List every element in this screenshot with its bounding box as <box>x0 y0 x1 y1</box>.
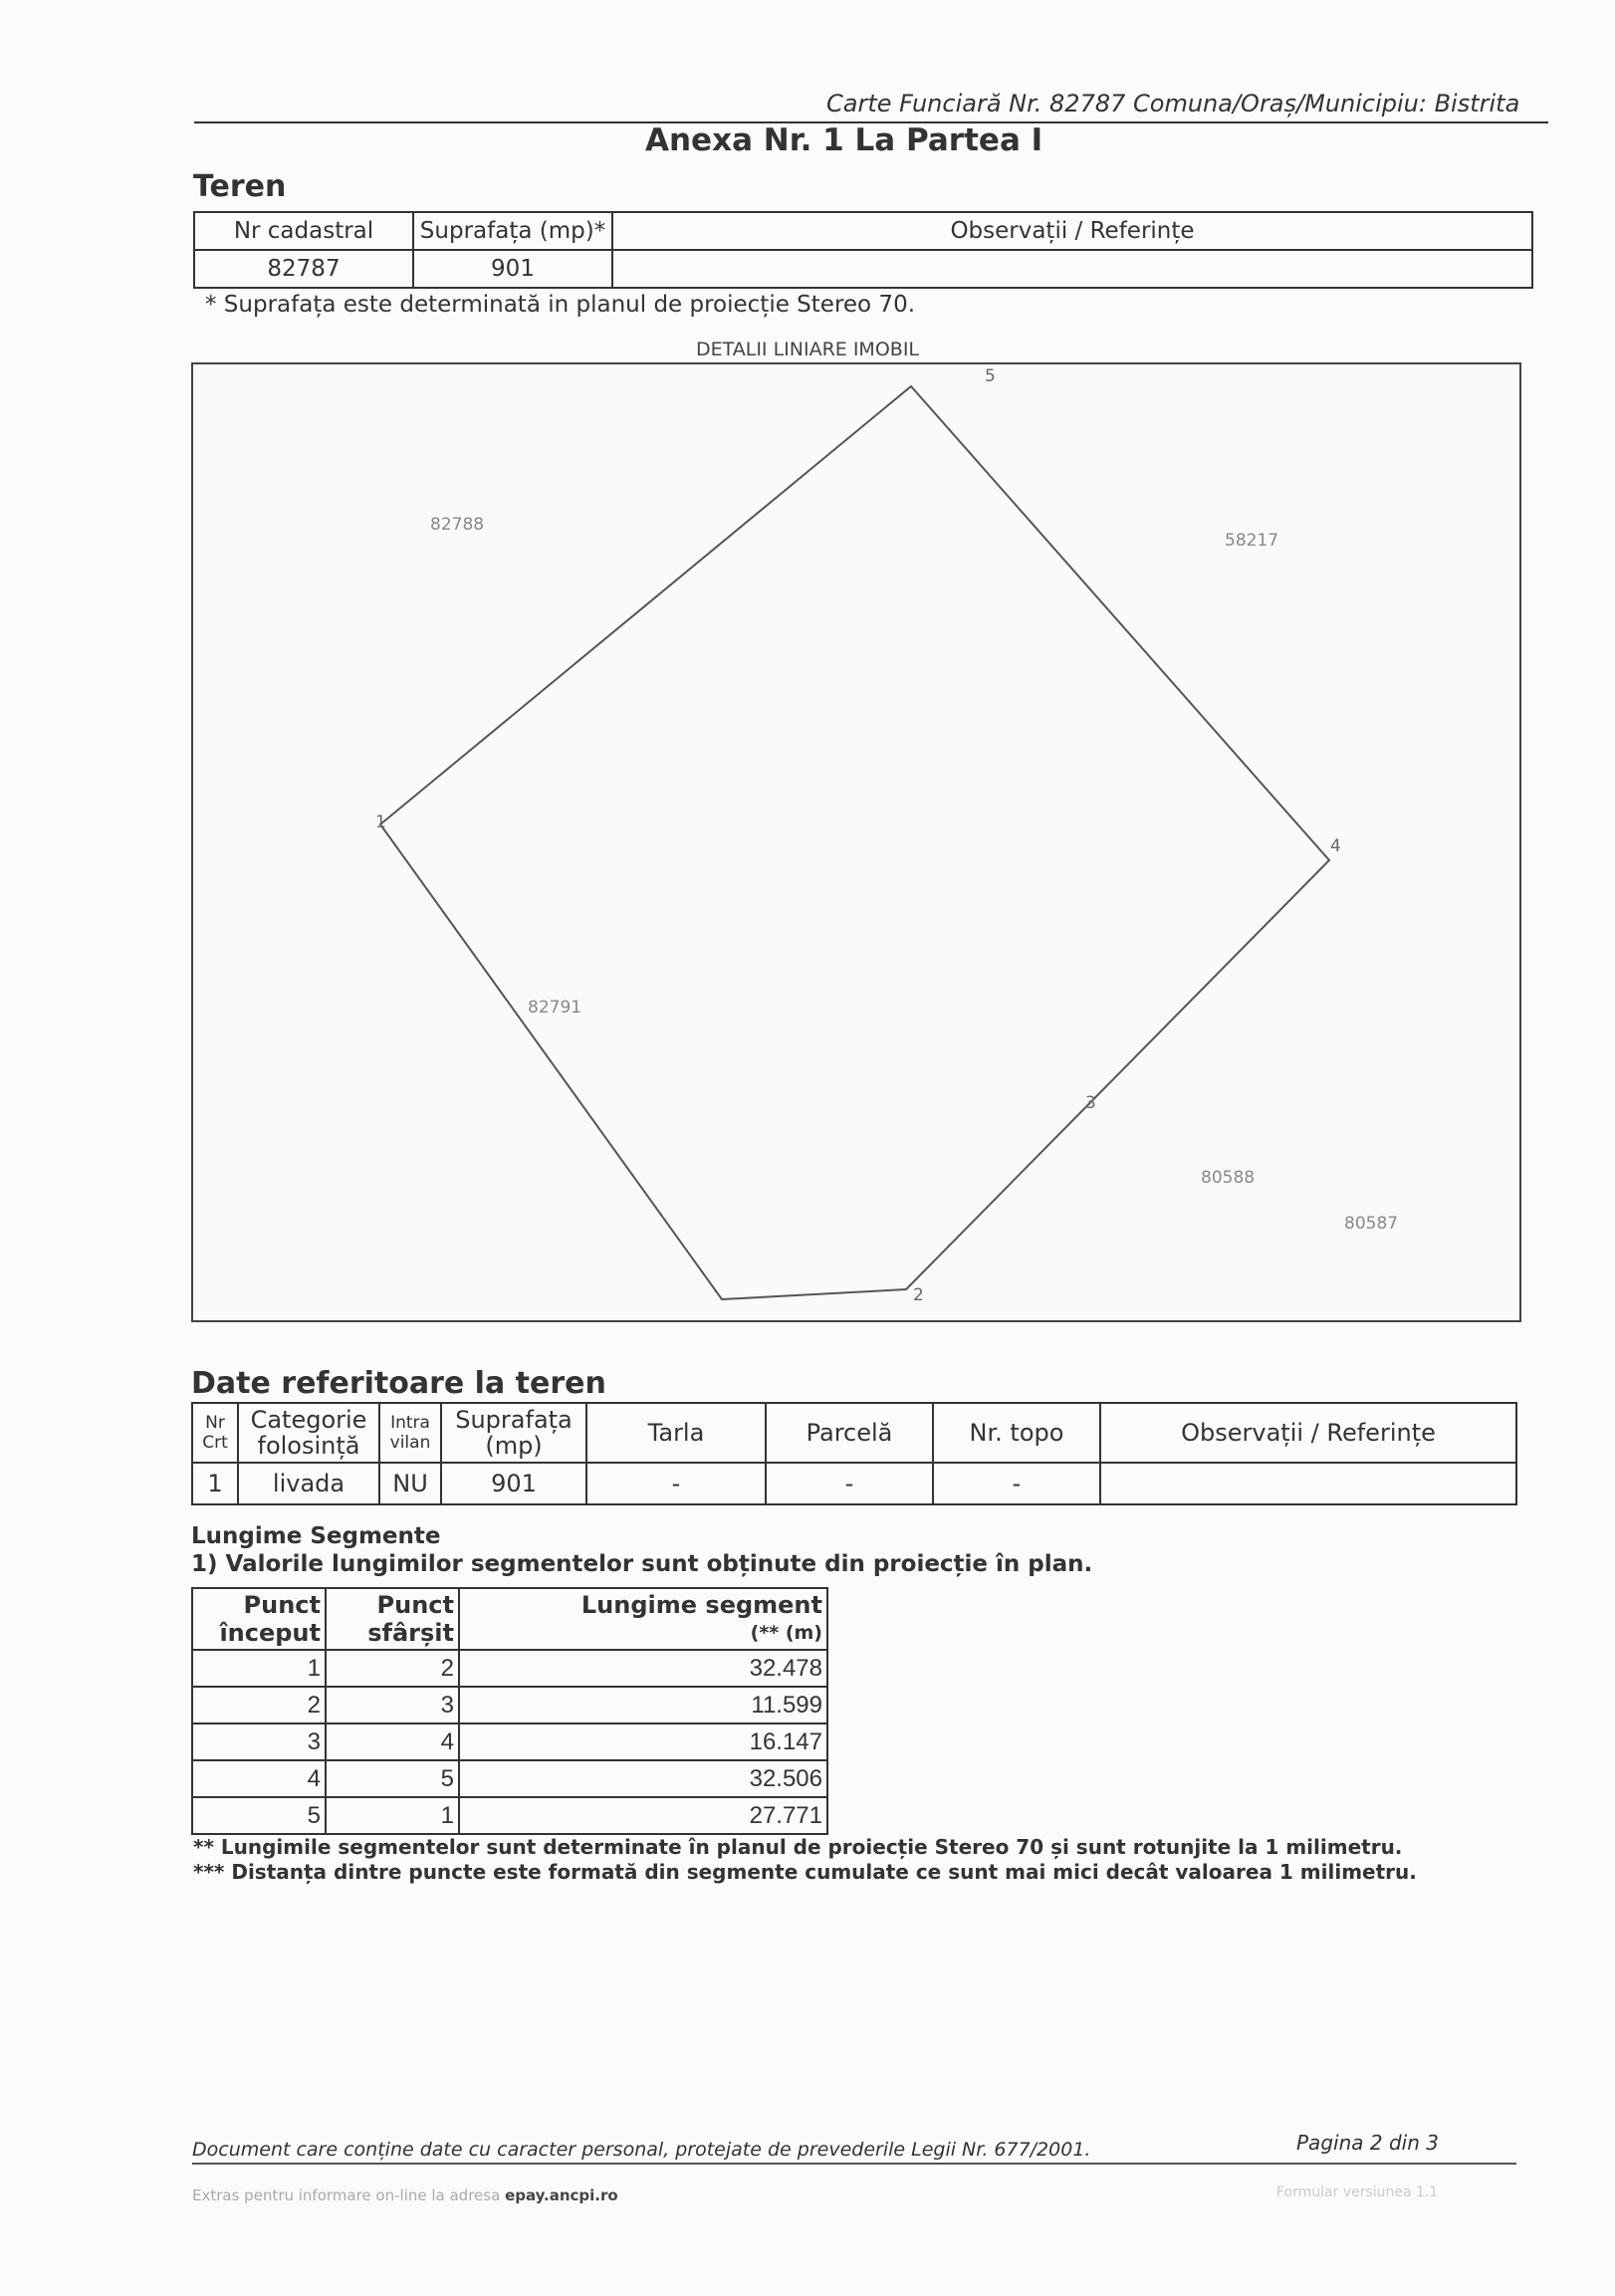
cell-suprafata-mp: 901 <box>441 1463 586 1504</box>
date-teren-section-title: Date referitoare la teren <box>191 1366 606 1401</box>
cell-observatii <box>612 250 1532 288</box>
segment-start: 1 <box>192 1650 326 1687</box>
teren-note: * Suprafața este determinată in planul de proiecție Stereo 70. <box>205 292 916 318</box>
cell-observatii-referinte <box>1100 1463 1516 1504</box>
col-nr-cadastral: Nr cadastral <box>194 212 413 250</box>
col-punct-sfarsit: Punct sfârșit <box>326 1588 459 1650</box>
vertex-label-4: 4 <box>1330 836 1341 856</box>
footer-extras <box>192 2186 618 2204</box>
col-nr-topo: Nr. topo <box>933 1403 1100 1463</box>
neighbor-label-80588: 80588 <box>1201 1168 1256 1188</box>
teren-header-row <box>194 212 1532 250</box>
parcel-plan <box>193 364 1519 1320</box>
neighbor-label-80587: 80587 <box>1344 1214 1399 1234</box>
neighbor-label-82791: 82791 <box>528 998 582 1018</box>
cell-suprafata: 901 <box>413 250 612 288</box>
col-punct-inceput: Punct început <box>192 1588 326 1650</box>
segment-length: 32.506 <box>459 1760 827 1797</box>
cell-nr-crt: 1 <box>192 1463 238 1504</box>
footer-extras-prefix: Extras pentru informare on-line la adresa <box>192 2186 501 2204</box>
segmente-table <box>191 1587 828 1835</box>
segmente-note-2: ** Lungimile segmentelor sunt determinate în planul de proiecție Stereo 70 și sunt rotunjite la 1 milimetru. <box>193 1835 1403 1859</box>
parcel-outline <box>380 386 1329 1299</box>
footer-page-number: Pagina 2 din 3 <box>1296 2131 1439 2155</box>
cell-nr-cadastral: 82787 <box>194 250 413 288</box>
col-nr-crt: Nr Crt <box>192 1403 238 1463</box>
segment-row <box>192 1797 827 1834</box>
plan-caption: DETALII LINIARE IMOBIL <box>695 339 920 360</box>
footer-rule <box>192 2163 1516 2165</box>
segmente-note-3: *** Distanța dintre puncte este formată din segmente cumulate ce sunt mai mici decât valoarea 1 milimetru. <box>193 1860 1417 1884</box>
segment-end: 3 <box>326 1687 459 1723</box>
segment-start: 4 <box>192 1760 326 1797</box>
anexa-title: Anexa Nr. 1 La Partea I <box>645 122 1043 158</box>
col-intravilan: Intra vilan <box>379 1403 441 1463</box>
date-teren-table <box>191 1402 1517 1505</box>
footer-disclaimer: Document care conține date cu caracter personal, protejate de prevederile Legii Nr. 677/2001. <box>192 2139 1091 2161</box>
teren-data-row <box>194 250 1532 288</box>
col-observatii-referinte: Observații / Referințe <box>1100 1403 1516 1463</box>
segmente-header-row <box>192 1588 827 1650</box>
segment-start: 3 <box>192 1723 326 1760</box>
segment-length: 27.771 <box>459 1797 827 1834</box>
vertex-label-5: 5 <box>985 366 996 386</box>
col-lungime-line2: (** (m) <box>750 1622 822 1644</box>
footer-form-version: Formular versiunea 1.1 <box>1276 2184 1439 2200</box>
col-suprafata: Suprafața (mp)* <box>413 212 612 250</box>
cell-parcela: - <box>766 1463 933 1504</box>
col-tarla: Tarla <box>586 1403 766 1463</box>
footer-extras-link[interactable]: epay.ancpi.ro <box>505 2186 618 2204</box>
col-parcela: Parcelă <box>766 1403 933 1463</box>
segment-length: 16.147 <box>459 1723 827 1760</box>
teren-table <box>193 211 1533 289</box>
col-categorie: Categorie folosință <box>238 1403 379 1463</box>
header-title: Carte Funciară Nr. 82787 Comuna/Oraș/Municipiu: Bistrita <box>826 90 1520 117</box>
neighbor-label-58217: 58217 <box>1225 531 1279 551</box>
col-lungime-line1: Lungime segment <box>580 1591 822 1619</box>
cell-intravilan: NU <box>379 1463 441 1504</box>
cell-categorie: livada <box>238 1463 379 1504</box>
cell-nr-topo: - <box>933 1463 1100 1504</box>
neighbor-label-82788: 82788 <box>430 515 485 535</box>
segmente-subtitle: 1) Valorile lungimilor segmentelor sunt obținute din proiecție în plan. <box>191 1551 1093 1577</box>
segment-row <box>192 1687 827 1723</box>
col-lungime-segment <box>459 1588 827 1650</box>
segment-row <box>192 1650 827 1687</box>
segment-start: 5 <box>192 1797 326 1834</box>
plan-frame <box>191 362 1521 1322</box>
col-observatii: Observații / Referințe <box>612 212 1532 250</box>
segment-row <box>192 1723 827 1760</box>
vertex-label-3: 3 <box>1085 1093 1096 1113</box>
segment-end: 5 <box>326 1760 459 1797</box>
teren-section-title: Teren <box>193 169 287 204</box>
cell-tarla: - <box>586 1463 766 1504</box>
segment-end: 4 <box>326 1723 459 1760</box>
segmente-title: Lungime Segmente <box>191 1523 441 1549</box>
segment-end: 2 <box>326 1650 459 1687</box>
segment-length: 11.599 <box>459 1687 827 1723</box>
vertex-label-2: 2 <box>913 1285 924 1305</box>
col-suprafata-mp: Suprafața (mp) <box>441 1403 586 1463</box>
date-teren-data-row <box>192 1463 1516 1504</box>
segment-length: 32.478 <box>459 1650 827 1687</box>
date-teren-header-row <box>192 1403 1516 1463</box>
segment-start: 2 <box>192 1687 326 1723</box>
segment-row <box>192 1760 827 1797</box>
segment-end: 1 <box>326 1797 459 1834</box>
vertex-label-1: 1 <box>375 812 386 832</box>
